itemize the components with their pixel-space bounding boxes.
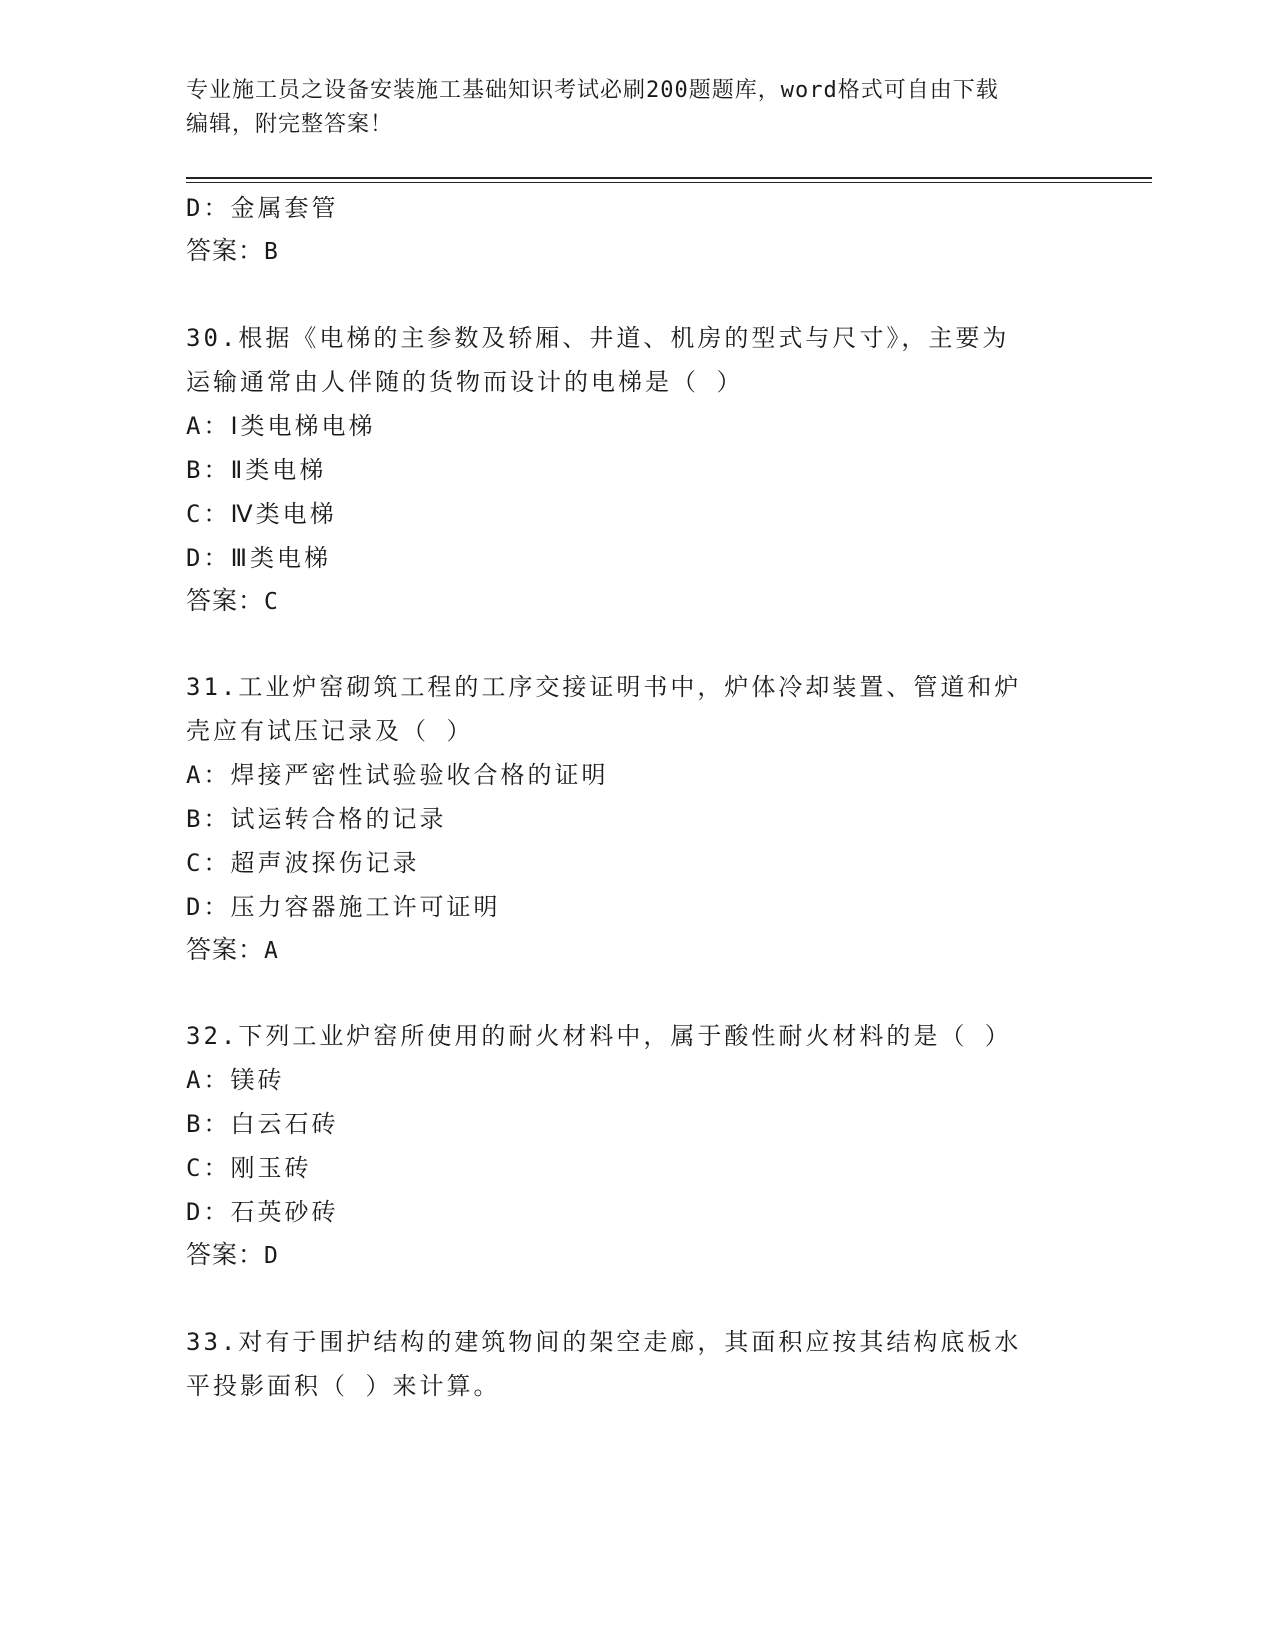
q30-option-b: B：Ⅱ类电梯 [186,456,327,484]
q32-option-c: C：刚玉砖 [186,1154,312,1182]
q31-stem-line1: 31.工业炉窑砌筑工程的工序交接证明书中，炉体冷却装置、管道和炉 [186,673,1022,701]
answer-label: 答案： [186,586,265,615]
header-divider-thin [186,182,1152,183]
q31-option-b: B：试运转合格的记录 [186,805,447,833]
q30-stem-line2: 运输通常由人伴随的货物而设计的电梯是（ ） [186,368,744,396]
answer-value: D [264,1243,279,1269]
q32-option-a: A：镁砖 [186,1066,285,1094]
q29-option-d: D：金属套管 [186,194,339,222]
q30-option-d: D：Ⅲ类电梯 [186,544,331,572]
q31-answer [186,935,279,966]
answer-value: B [264,239,279,265]
answer-value: A [264,938,279,964]
answer-label: 答案： [186,236,265,265]
q33-stem-line1: 33.对有于围护结构的建筑物间的架空走廊，其面积应按其结构底板水 [186,1328,1022,1356]
answer-value: C [264,589,279,615]
q31-option-c: C：超声波探伤记录 [186,849,420,877]
answer-label: 答案： [186,935,265,964]
q31-option-d: D：压力容器施工许可证明 [186,893,501,921]
q32-answer [186,1240,279,1271]
q30-stem-line1: 30.根据《电梯的主参数及轿厢、井道、机房的型式与尺寸》，主要为 [186,324,1010,352]
q30-answer [186,586,279,617]
q30-option-c: C：Ⅳ类电梯 [186,500,337,528]
q31-stem-line2: 壳应有试压记录及（ ） [186,717,474,745]
q32-option-d: D：石英砂砖 [186,1198,339,1226]
q32-option-b: B：白云石砖 [186,1110,339,1138]
q31-option-a: A：焊接严密性试验验收合格的证明 [186,761,609,789]
header-divider-thick [186,177,1152,179]
q29-answer [186,236,279,267]
q33-stem-line2: 平投影面积（ ）来计算。 [186,1372,501,1400]
header-title-line2: 编辑，附完整答案！ [186,112,394,137]
document-header [186,74,1086,142]
header-title-line1: 专业施工员之设备安装施工基础知识考试必刷200题题库，word格式可自由下载 [186,78,999,103]
q32-stem-line1: 32.下列工业炉窑所使用的耐火材料中，属于酸性耐火材料的是（ ） [186,1022,1012,1050]
answer-label: 答案： [186,1240,265,1269]
q30-option-a: A：Ⅰ类电梯电梯 [186,412,376,440]
